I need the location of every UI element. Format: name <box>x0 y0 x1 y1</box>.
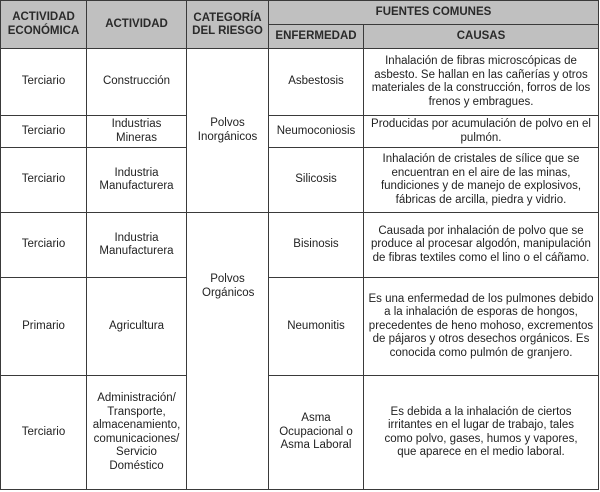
cell-actividad-economica: Terciario <box>1 213 87 278</box>
cell-enfermedad: Neumoconiosis <box>269 116 364 148</box>
table-row <box>1 148 599 213</box>
cell-enfermedad: Silicosis <box>269 148 364 213</box>
cell-causas: Es una enfermedad de los pulmones debido a la inhalación de esporas de hongos, precedentes de heno mohoso, excrementos de pájaros y otros desechos orgánicos. Es conocida como pulmón de granjero. <box>364 278 599 376</box>
cell-actividad: Administración/ Transporte, almacenamiento, comunicaciones/ Servicio Doméstico <box>87 376 187 490</box>
header-enfermedad: ENFERMEDAD <box>269 25 364 49</box>
header-actividad: ACTIVIDAD <box>87 1 187 49</box>
table-row <box>1 116 599 148</box>
cell-actividad-economica: Terciario <box>1 376 87 490</box>
header-fuentes-comunes: FUENTES COMUNES <box>269 1 599 25</box>
header-categoria-riesgo: CATEGORÍA DEL RIESGO <box>187 1 269 49</box>
cell-actividad: Industrias Mineras <box>87 116 187 148</box>
cell-enfermedad: Neumonitis <box>269 278 364 376</box>
cell-causas: Es debida a la inhalación de ciertos irritantes en el lugar de trabajo, tales como polvo, gases, humos y vapores, que aparece en el medio laboral. <box>364 376 599 490</box>
header-causas: CAUSAS <box>364 25 599 49</box>
cell-enfermedad: Asbestosis <box>269 49 364 116</box>
cell-actividad: Construcción <box>87 49 187 116</box>
table-row <box>1 49 599 116</box>
cell-actividad: Agricultura <box>87 278 187 376</box>
cell-categoria-organicos <box>187 213 269 490</box>
cell-categoria-inorganicos: Polvos Inorgánicos <box>187 49 269 213</box>
categoria-organicos-label: Polvos Orgánicos <box>202 273 255 299</box>
table-row <box>1 278 599 376</box>
cell-enfermedad: Bisinosis <box>269 213 364 278</box>
cell-actividad-economica: Terciario <box>1 49 87 116</box>
cell-actividad: Industria Manufacturera <box>87 213 187 278</box>
cell-actividad-economica: Terciario <box>1 116 87 148</box>
cell-causas: Inhalación de fibras microscópicas de asbesto. Se hallan en las cañerías y otros materiales de la construcción, forros de los frenos y embragues. <box>364 49 599 116</box>
cell-causas: Inhalación de cristales de sílice que se encuentran en el aire de las minas, fundiciones y de manejo de explosivos, fábricas de arcilla, piedra y vidrio. <box>364 148 599 213</box>
table-row <box>1 213 599 278</box>
cell-causas: Producidas por acumulación de polvo en el pulmón. <box>364 116 599 148</box>
cell-actividad: Industria Manufacturera <box>87 148 187 213</box>
cell-causas: Causada por inhalación de polvo que se produce al procesar algodón, manipulación de fibras textiles como el lino o el cáñamo. <box>364 213 599 278</box>
table-row <box>1 376 599 490</box>
cell-actividad-economica: Terciario <box>1 148 87 213</box>
cell-enfermedad: Asma Ocupacional o Asma Laboral <box>269 376 364 490</box>
cell-actividad-economica: Primario <box>1 278 87 376</box>
header-actividad-economica: ACTIVIDAD ECONÓMICA <box>1 1 87 49</box>
